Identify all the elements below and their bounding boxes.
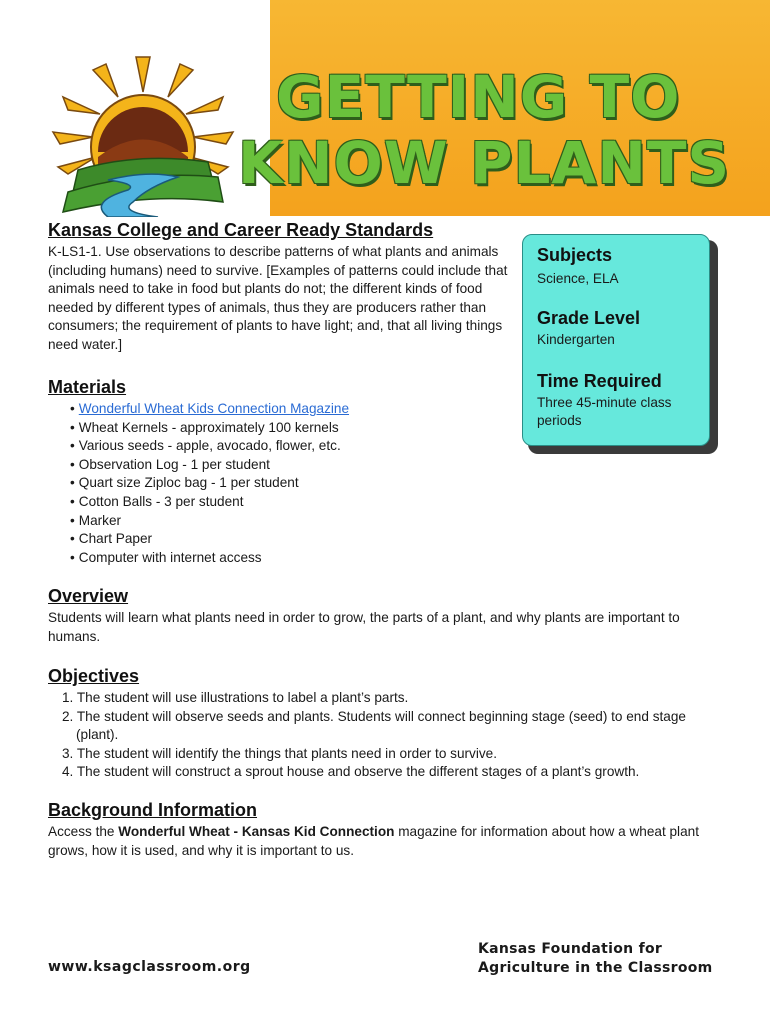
page-title	[238, 64, 758, 196]
title-line2: KNOW PLANTS	[238, 129, 731, 197]
footer-organization	[478, 940, 713, 978]
list-item: • Chart Paper	[70, 530, 498, 549]
grade-heading: Grade Level	[537, 308, 641, 328]
background-text-bold: Wonderful Wheat - Kansas Kid Connection	[118, 824, 395, 839]
time-value: Three 45-minute class periods	[537, 395, 672, 428]
materials-list	[70, 400, 498, 567]
list-item: • Cotton Balls - 3 per student	[70, 493, 498, 512]
standards-section	[48, 220, 518, 354]
overview-section	[48, 586, 728, 646]
objectives-list	[48, 689, 728, 782]
footer-org-line1: Kansas Foundation for	[478, 941, 663, 957]
background-text-after: magazine for information about how a wheat plant grows, how it is used, and why it is important to us.	[48, 824, 699, 858]
list-item: 2. The student will observe seeds and plants. Students will connect beginning stage (seed) to end stage (plant).	[62, 708, 686, 743]
objectives-section	[48, 666, 728, 782]
list-item: • Various seeds - apple, avocado, flower, etc.	[70, 437, 498, 456]
footer-org-line2: Agriculture in the Classroom	[478, 960, 713, 976]
objectives-heading: Objectives	[48, 666, 140, 686]
subjects-value: Science, ELA	[537, 271, 619, 286]
background-text-before: Access the	[48, 824, 119, 839]
list-item: • Observation Log - 1 per student	[70, 456, 498, 475]
background-text	[48, 823, 728, 860]
list-item: 4. The student will construct a sprout house and observe the different stages of a plant’s growth.	[62, 764, 640, 780]
materials-section	[48, 377, 498, 567]
lesson-info-box	[522, 234, 710, 446]
list-item: • Quart size Ziploc bag - 1 per student	[70, 474, 498, 493]
list-item	[70, 400, 498, 419]
list-item: • Marker	[70, 512, 498, 531]
list-item: 1. The student will use illustrations to label a plant’s parts.	[62, 690, 409, 705]
background-section	[48, 800, 728, 860]
list-item: • Wheat Kernels - approximately 100 kernels	[70, 419, 498, 438]
materials-heading: Materials	[48, 377, 127, 397]
standards-heading: Kansas College and Career Ready Standards	[48, 220, 434, 240]
standards-text: K-LS1-1. Use observations to describe patterns of what plants and animals (including humans) need to survive. [Examples of patterns could include that animals need to take in food but plants do not; the different kinds of food needed by different types of animals, thus they are producers rather than consumers; the requirement of plants to have light; and, that all living things need water.]	[48, 244, 508, 352]
list-item: 3. The student will identify the things that plants need in order to survive.	[62, 745, 497, 761]
background-heading: Background Information	[48, 800, 258, 820]
sun-river-logo	[38, 52, 248, 217]
magazine-link[interactable]: Wonderful Wheat Kids Connection Magazine	[78, 401, 350, 416]
overview-text: Students will learn what plants need in order to grow, the parts of a plant, and why plants are important to humans.	[48, 610, 680, 644]
title-line1: GETTING TO	[276, 63, 681, 131]
subjects-heading: Subjects	[537, 245, 613, 265]
footer-url[interactable]: www.ksagclassroom.org	[48, 959, 251, 975]
time-heading: Time Required	[537, 371, 662, 391]
list-item: • Computer with internet access	[70, 549, 498, 568]
overview-heading: Overview	[48, 586, 129, 606]
grade-value: Kindergarten	[537, 332, 615, 347]
